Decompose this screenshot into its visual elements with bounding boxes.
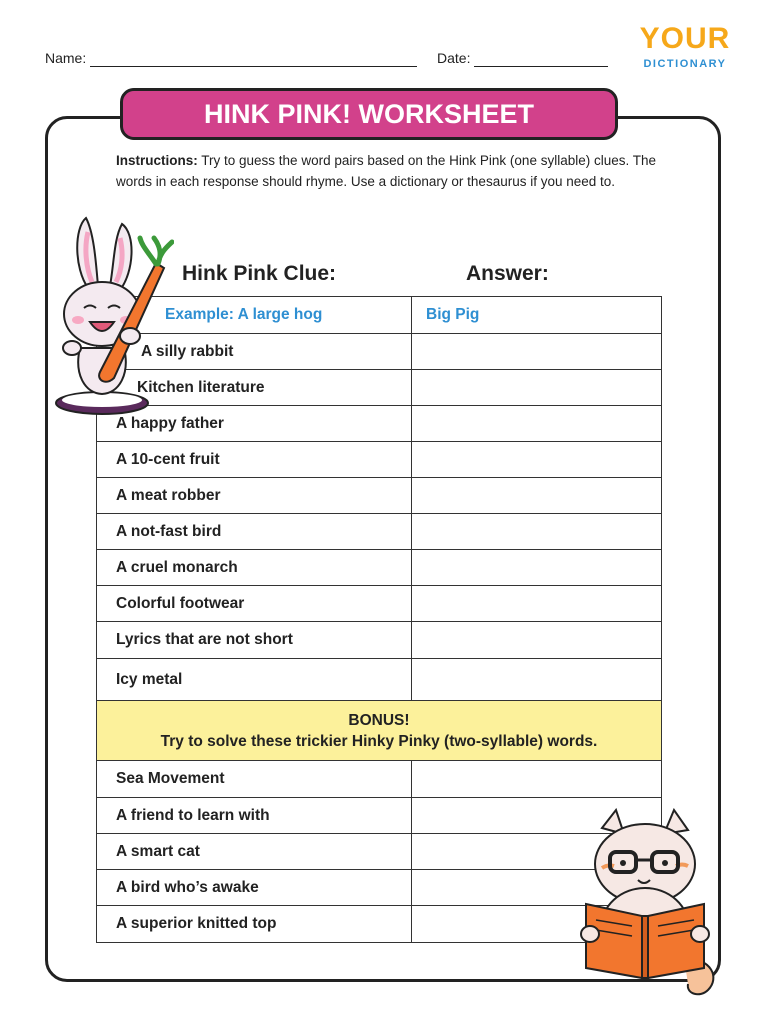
answer-cell[interactable] xyxy=(412,442,662,478)
table-row xyxy=(97,442,662,478)
example-answer: Big Pig xyxy=(412,297,662,334)
clue-cell: A not-fast bird xyxy=(97,514,412,550)
example-row xyxy=(97,297,662,334)
logo-bottom-text: DICTIONARY xyxy=(643,58,727,70)
clue-cell: A smart cat xyxy=(97,834,412,870)
table-row xyxy=(97,370,662,406)
clue-cell: A cruel monarch xyxy=(97,550,412,586)
table-row xyxy=(97,586,662,622)
answer-cell[interactable] xyxy=(412,406,662,442)
clue-cell: A meat robber xyxy=(97,478,412,514)
bonus-title: BONUS! xyxy=(348,711,410,729)
date-field[interactable] xyxy=(474,66,608,67)
example-clue: Example: A large hog xyxy=(97,297,412,334)
clue-cell: A bird who’s awake xyxy=(97,870,412,906)
table-row xyxy=(97,478,662,514)
clue-cell: A silly rabbit xyxy=(97,334,412,370)
table-row xyxy=(97,761,662,798)
bunny-carrot-illustration xyxy=(44,208,174,418)
answer-cell[interactable] xyxy=(412,761,662,798)
clue-cell: A 10-cent fruit xyxy=(97,442,412,478)
answer-cell[interactable] xyxy=(412,586,662,622)
answer-cell[interactable] xyxy=(412,334,662,370)
yourdictionary-logo xyxy=(637,24,733,70)
answer-cell[interactable] xyxy=(412,622,662,659)
instructions-label: Instructions: xyxy=(116,153,198,168)
answer-cell[interactable] xyxy=(412,659,662,701)
clue-cell: Lyrics that are not short xyxy=(97,622,412,659)
name-field[interactable] xyxy=(90,66,417,67)
bonus-banner xyxy=(97,701,662,761)
clue-cell: Colorful footwear xyxy=(97,586,412,622)
clue-column-header: Hink Pink Clue: xyxy=(182,262,337,285)
logo-top-text: YOUR xyxy=(639,22,731,55)
name-label: Name: xyxy=(45,50,87,66)
instructions xyxy=(116,151,656,192)
answer-cell[interactable] xyxy=(412,478,662,514)
bonus-text: Try to solve these trickier Hinky Pinky (two-syllable) words. xyxy=(160,732,598,750)
answer-cell[interactable] xyxy=(412,550,662,586)
page-title: HINK PINK! WORKSHEET xyxy=(120,88,618,140)
table-row xyxy=(97,659,662,701)
clue-cell: A superior knitted top xyxy=(97,906,412,943)
date-label: Date: xyxy=(437,50,471,66)
instructions-text: Try to guess the word pairs based on the Hink Pink (one syllable) clues. The words in each response should rhyme. Use a dictionary or thesaurus if you need to. xyxy=(116,153,657,189)
table-row xyxy=(97,334,662,370)
table-row xyxy=(97,550,662,586)
clue-cell: A happy father xyxy=(97,406,412,442)
bonus-row xyxy=(97,701,662,761)
clue-cell: A friend to learn with xyxy=(97,798,412,834)
cat-reading-illustration xyxy=(572,808,722,998)
clue-cell: Sea Movement xyxy=(97,761,412,798)
answer-cell[interactable] xyxy=(412,370,662,406)
answer-column-header: Answer: xyxy=(466,262,549,285)
answer-cell[interactable] xyxy=(412,514,662,550)
table-row xyxy=(97,622,662,659)
table-row xyxy=(97,406,662,442)
clue-cell: Kitchen literature xyxy=(97,370,412,406)
table-row xyxy=(97,514,662,550)
clue-cell: Icy metal xyxy=(97,659,412,701)
